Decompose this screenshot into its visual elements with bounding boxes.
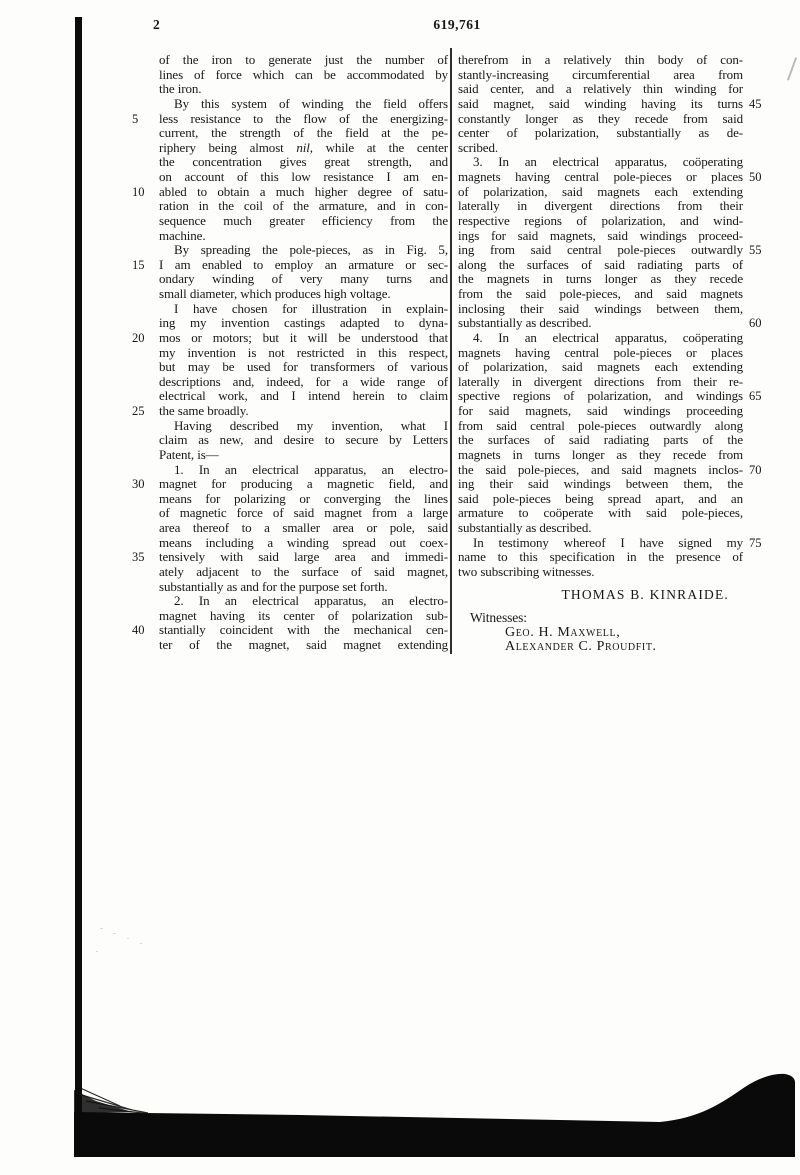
text-line: Patent, is—	[159, 446, 219, 462]
text-line: claim as new, and desire to secure by Letters	[159, 432, 448, 448]
text-line: 35 tensively with said large area and immedi-	[132, 549, 448, 565]
binding-edge-artifact	[75, 17, 82, 1114]
text-line: 20 mos or motors; but it will be understood that	[132, 329, 448, 345]
line-number: 5	[132, 111, 139, 126]
line-number: 25	[132, 404, 145, 418]
text-line: from the said pole-pieces, and said magnets	[458, 286, 743, 301]
text-line: substantially as described.	[458, 520, 592, 535]
text-line: respective regions of polarization, and wind-	[458, 212, 743, 228]
text-line: laterally in divergent directions from their re-	[458, 373, 743, 389]
line-number: 30	[132, 477, 145, 492]
text-line: lines of force which can be accommodated by	[159, 66, 448, 82]
text-line: 5 less resistance to the flow of the energizing-	[132, 110, 448, 126]
text-line: along the surfaces of said radiating parts of	[458, 256, 743, 272]
text-line: ings for said magnets, said windings proceed-	[458, 227, 743, 243]
text-line: 15 I am enabled to employ an armature or sec-	[132, 256, 448, 272]
text-line: scribed.	[458, 139, 498, 155]
line-number: 75	[749, 535, 762, 550]
text-line: inclosing their said windings between them,	[458, 300, 743, 316]
text-line: laterally in divergent directions from their	[458, 198, 743, 214]
text-line: substantially as and for the purpose set forth.	[159, 578, 388, 594]
text-line: therefrom in a relatively thin body of con-	[458, 52, 743, 67]
text-line: sequence much greater efficiency from the	[159, 212, 448, 228]
text-line: on account of this low resistance I am en-	[159, 169, 448, 184]
text-line: of polarization, said magnets each extending	[458, 183, 743, 199]
text-line: from said central pole-pieces outwardly along	[458, 417, 743, 433]
text-line: 70 the said pole-pieces, and said magnets inclos-	[458, 463, 743, 478]
text-line: but may be used for transformers of various	[159, 359, 448, 375]
text-line: 45 said magnet, said winding having its turns	[458, 97, 743, 112]
text-line: 40 stantially coincident with the mechanical cen-	[132, 622, 448, 638]
text-line: my invention is not restricted in this respect,	[159, 344, 448, 360]
text-line: ing their said windings between them, the	[458, 476, 743, 492]
line-number: 45	[749, 96, 762, 111]
text-line: of polarization, said magnets each extending	[458, 359, 743, 375]
text-line: area thereof to a smaller area or pole, said	[159, 520, 448, 535]
text-line: armature to coöperate with said pole-pieces,	[458, 505, 743, 521]
text-line: 60 substantially as described.	[458, 316, 743, 331]
corner-scratch-artifact	[787, 57, 797, 80]
line-number: 20	[132, 330, 145, 345]
text-line: small diameter, which produces high voltage.	[159, 286, 391, 301]
line-number: 15	[132, 257, 145, 272]
text-line: ration in the coil of the armature, and in con-	[159, 198, 448, 214]
text-line: of the iron to generate just the number of	[159, 52, 448, 67]
column-divider	[450, 48, 452, 654]
text-line: magnets in turns longer as they recede from	[458, 446, 743, 462]
text-line: magnet having its center of polarization sub-	[159, 607, 448, 623]
paper-speck	[100, 928, 103, 929]
text-line: the iron.	[159, 81, 202, 97]
text-line: 1. In an electrical apparatus, an electro-	[174, 461, 448, 477]
text-line: electrical work, and I intend herein to claim	[159, 388, 448, 404]
text-line: ter of the magnet, said magnet extending	[159, 637, 448, 652]
text-line: machine.	[159, 227, 206, 243]
text-line: constantly longer as they recede from said	[458, 110, 743, 126]
text-line: I have chosen for illustration in explain-	[174, 300, 448, 316]
text-line: By this system of winding the field offers	[174, 95, 448, 111]
text-line: name to this specification in the presence of	[458, 549, 743, 565]
text-line: 10 abled to obtain a much higher degree of satu-	[132, 183, 448, 199]
text-line: descriptions and, indeed, for a wide range of	[159, 373, 448, 389]
text-line: for said magnets, said windings proceeding	[458, 403, 743, 418]
text-line: 65 spective regions of polarization, and windings	[458, 389, 743, 404]
line-number: 35	[132, 550, 145, 565]
text-line: 30 magnet for producing a magnetic field, and	[132, 476, 448, 492]
paper-speck	[140, 943, 142, 944]
text-line: said center, and a relatively thin winding for	[458, 81, 743, 97]
paper-speck	[113, 933, 116, 934]
text-line: 3. In an electrical apparatus, coöperating	[473, 154, 743, 170]
line-number: 10	[132, 184, 145, 199]
witness-name: Alexander C. Proudfit.	[505, 639, 657, 654]
text-line: the surfaces of said radiating parts of the	[458, 432, 743, 448]
text-line: 25 the same broadly.	[132, 403, 249, 418]
witness-name: Geo. H. Maxwell,	[505, 624, 621, 640]
text-line: 50 magnets having central pole-pieces or places	[458, 170, 743, 185]
text-line: current, the strength of the field at the pe-	[159, 125, 448, 141]
text-line: center of polarization, substantially as de-	[458, 125, 743, 141]
text-line: magnets having central pole-pieces or places	[458, 344, 743, 360]
text-line: the concentration gives great strength, and	[159, 154, 448, 170]
text-line: riphery being almost nil, while at the center	[159, 139, 448, 155]
text-line: ondary winding of very many turns and	[159, 271, 448, 287]
text-line: said pole-pieces being spread apart, and an	[458, 490, 743, 506]
text-line: means for polarizing or converging the lines	[159, 490, 448, 506]
patent-number: 619,761	[433, 17, 481, 32]
text-line: ing my invention castings adapted to dyna-	[159, 315, 448, 331]
signature-name: THOMAS B. KINRAIDE.	[561, 586, 729, 602]
text-line: By spreading the pole-pieces, as in Fig. 5,	[174, 242, 448, 258]
right-column	[458, 52, 762, 655]
line-number: 40	[132, 623, 145, 638]
line-number: 55	[749, 243, 762, 258]
text-line: of magnetic force of said magnet from a large	[159, 505, 448, 521]
bottom-scan-band-artifact	[0, 1060, 800, 1175]
text-line: two subscribing witnesses.	[458, 563, 595, 579]
text-line: stantly-increasing circumferential area from	[458, 66, 743, 82]
text-line: 55 ing from said central pole-pieces outwardly	[458, 243, 743, 258]
text-line: Having described my invention, what I	[174, 417, 448, 433]
paper-speck	[127, 938, 129, 939]
text-line: 75 In testimony whereof I have signed my	[458, 536, 743, 551]
line-number: 65	[749, 389, 762, 404]
line-number: 50	[749, 170, 762, 184]
text-line: 2. In an electrical apparatus, an electro-	[174, 593, 448, 609]
text-line: 4. In an electrical apparatus, coöperating	[473, 329, 743, 345]
line-number: 70	[749, 462, 762, 477]
paper-speck	[96, 951, 98, 952]
text-line: means including a winding spread out coex-	[159, 534, 448, 550]
left-column	[132, 52, 448, 653]
witnesses-label: Witnesses:	[470, 609, 527, 625]
line-number: 60	[749, 316, 762, 331]
text-line: the magnets in turns longer as they recede	[458, 271, 743, 287]
text-line: ately adjacent to the surface of said magnet,	[159, 563, 448, 579]
page-header	[0, 17, 800, 35]
page-number: 2	[153, 17, 160, 32]
